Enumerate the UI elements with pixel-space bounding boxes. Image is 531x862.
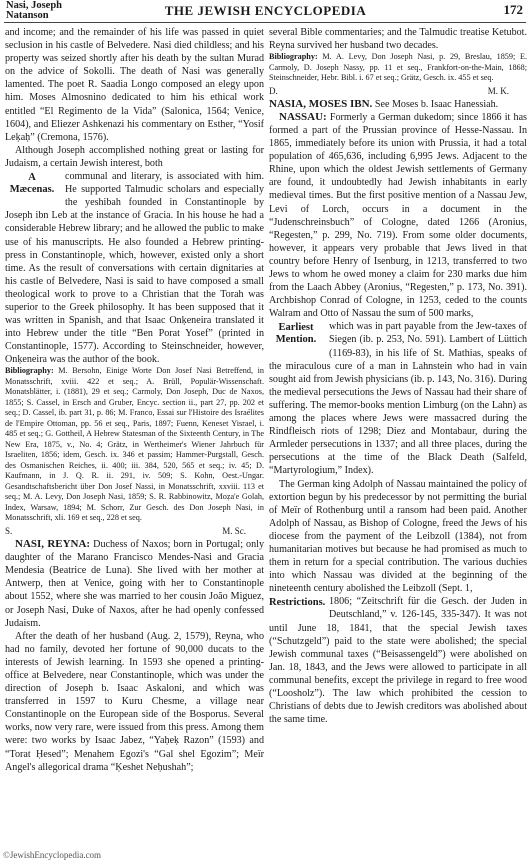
entry-nasi-reyna (5, 538, 264, 630)
signature-left: D. (269, 85, 278, 96)
signature-right: M. Sc. (222, 525, 246, 536)
entry-text-nasia: See Moses b. Isaac Hanessiah. (374, 98, 499, 110)
signature-left: S. (5, 525, 13, 536)
page-number: 172 (503, 2, 523, 17)
running-head-line-2: Natanson (6, 10, 49, 21)
entry-nasia-moses (269, 98, 527, 111)
paragraph-accomplishment-rest: communal and literary, is associated with him. He supported Talmudic scholars and especially the yeshibah founded in Constantinople by Joseph ibn Leb at the instance of Gracia. In his house he had a considerable Hebrew library; and he allowed the public to make use of his manuscripts. He also founded a Hebrew printing-press in Constantinople, which, however, existed only a short time. As the result of conversations with certain dignitaries at his castle of Belvedere, Nasi is said to have composed a small theological work to prove to a Christian that the Torah was superior to the Greek philosophy. It has been supposed that it was written in Spanish, and that Isaac Onḳeneira translated it into Hebrew under the title “Ben Porat Yosef” (printed in Constantinople, 1577). According to Steinschneider, however, Onḳeneira was the author of the book. (5, 171, 264, 366)
paragraph-death-of-nasi: and income; and the remainder of his life was passed in quiet seclusion in his castle of Belvedere. Nasi died childless; and his property was seized shortly after his death by the sultan Murad on the advice of Sokolli. The death of Nasi was generally lamented. The poet R. Saadia Longo composed an elegy upon him. Moses Almosnino dedicated to him his ethical work entitled “El Regimento de la Vida” (Salonica, 1564; Venice, 1604), and Eliezer Ashkenazi his commentary on Esther, “Yosif Leḳaḥ” (Cremona, 1576). (5, 27, 264, 143)
side-note-earliest-mention: Earliest Mention. (275, 322, 317, 346)
entry-text-nasi-reyna: Duchess of Naxos; born in Portugal; only daughter of the Marano Francisco Mendes-Nasi and Gracia Mendesia (Beatrice de Luna). She lived with her mother at Antwerp, then at Venice, going with her to Constantinople about 1552, where she was married to her cousin João Miguez, or Joseph Nasi, Duke of Naxos, after he had openly confessed Judaism. (5, 539, 264, 629)
bibliography-text: M. Bersohn, Einige Worte Don Josef Nasi Betreffend, in Monatsschrift, xviii. 422 et seq.; A. Brüll, Populär-Wissenschaft. Monatsblätter, i. (1881), 29 et seq.; Carmoly, Don Joseph, Duc de Naxos, 1855; S. Cassel, in Ersch and Gruber, Encyc. section ii., part 27, pp. 202 et seq.; D. Cassel, ib. part 31, p. 86; M. Franco, Essai sur l'Histoire des Israélites de l'Empire Ottoman, pp. 56 et seq., Paris, 1897; Fuenn, Keneset Yisrael, i. 485 et seq.; G. Gottheil, A Hebrew Statesman of the Sixteenth Century, in The New Era, 1875, v., No. 4; Grätz, in Wertheimer's Wiener Jahrbuch für Israeliten, 1856; idem, Gesch. ix. 346 et passim; Hammer-Purgstall, Gesch. des Osmanischen Reiches, ii. 400; iii. 384, 520, 565 et seq.; iv. 45; D. Kaufmann, in J. Q. R. ii. 291, iv. 509; S. Kohn, Oest.-Ungar. Gesandtschaftsbericht über Don Josef Nassi, in Monatsschrift, xxviii. 113 et seq.; M. A. Levy, Don Joseph Nasi, 1859; S. R. Rabbinowitz, Moẓa'e Golah, Index, Warsaw, 1894; M. Schorr, Zur Gesch. des Don Joseph Nasi, in Monatsschrift, xli. 169 et seq., 228 et seq. (5, 366, 264, 523)
bibliography-text: M. A. Levy, Don Joseph Nasi, p. 29, Breslau, 1859; E. Carmoly, D. Joseph Nassy, pp. 11 et seq., Frankfort-on-the-Main, 1868; Steinschneider, Hebr. Bibl. i. 67 et seq.; Grätz, Gesch. ix. 455 et seq. (269, 52, 527, 83)
bibliography-joseph-nasi (5, 366, 264, 524)
paragraph-reyna-end: several Bible commentaries; and the Talmudic treatise Ketubot. Reyna survived her husband two decades. (269, 27, 527, 52)
header-rule (4, 22, 526, 23)
paragraph-nassau-medieval: which was in part payable from the Jew-taxes of Siegen (ib. p. 253, No. 591). Lambert of Lüttich (1169-83), in his life of St. Mathias, speaks of the miraculous cure of a man in Lahnstein who had in vain sought aid from Jewish physicians (ib. p. 143, No. 316). During the medieval persecutions the Jews of Nassau had their share of suffering. The memor-books mention Limburg (on the Lahn) as among the places where Jews were massacred during the Rindfleisch riots of 1298; Diez and Montabaur, during the Armleder persecutions in 1337; and all three places, during the persecutions at the time of the Black Death (Salfeld, “Martyrologium,” Index). (269, 321, 527, 477)
journal-title: THE JEWISH ENCYCLOPEDIA (164, 3, 367, 18)
paragraph-nassau-restrictions: 1806; “Zeitschrift für die Gesch. der Juden in Deutschland,” v. 126-145, 335-347). It was not until June 18, 1841, that the special Jewish taxes (“Schutzgeld”) paid to the state were abolished; the special Jewish communal taxes (“Beisassengeld”) were abolished on Jan. 18, 1843, and the Jews were allowed to participate in all communal benefits, except the privilege in regard to free wood (“Loosholz”). The law which prohibited the cession to Christians of debts due to Jewish creditors was abolished about the same time. (269, 596, 527, 726)
right-column (269, 26, 527, 726)
copyright-footer: ©JewishEncyclopedia.com (3, 850, 102, 860)
signature-line (5, 525, 264, 538)
left-column (5, 26, 264, 774)
entry-nassau (269, 111, 527, 321)
paragraph-nassau-adolph: The German king Adolph of Nassau maintained the policy of extortion begun by his predecessor by not permitting the burial of Meïr of Rothenburg until a ransom had been paid. Another Adolph of Nassau, as Bishop of Cologne, freed the Jews of his diocese from the payment of the Leibzoll (1384), not from humanitarian motives but because he had promised as much to them in return for a special contribution. The various duchies into which Nassau was divided at the beginning of the nineteenth century abolished the Leibzoll (Sept. 1, (269, 478, 527, 595)
running-head-line-1: Nasi, Joseph (6, 0, 63, 11)
side-note-maecenas: A Mæcenas. (9, 172, 55, 196)
entry-text-nassau: Formerly a German dukedom; since 1866 it has formed a part of the Prussian province of Hesse-Nassau. In 1865, immediately before its union with Prussia, it had a total population of 465,636, including 6,995 Jews. Adjacent to the Rhine, upon which the oldest Jewish settlements of Germany are found, it undoubtedly had Jewish inhabitants in early medieval times. But the first positive mention of a Nassau Jew, Levi of Lorch, occurs in a document in the “Judenschreinsbuch” of Cologne, dated 1266 (Aronius, “Regesten,” p. 299, No. 719). From some older documents, however, it appears very probable that Jews lived in that country before Henry of Isenburg, in 1213, transferred to two Jews to whom he owed money a claim for 230 marks due him from the Laach Abbey (Aronius, “Regesten,” p. 173, No. 391). Archbishop Conrad of Cologne, in 1253, ceded to the counts Walram and Otto of Nassau the sum of 500 marks, (269, 111, 527, 320)
entry-title-nassau: NASSAU: (279, 110, 327, 123)
bibliography-reyna (269, 52, 527, 84)
page-header (0, 0, 531, 22)
signature-line (269, 85, 527, 98)
side-note-restrictions: Restrictions. (269, 597, 326, 609)
signature-right: M. K. (487, 85, 509, 96)
bibliography-label: Bibliography: (5, 366, 54, 376)
bibliography-label: Bibliography: (269, 52, 318, 62)
paragraph-accomplishment-start: Although Joseph accomplished nothing great or lasting for Judaism, a certain Jewish interest, both (5, 144, 264, 169)
entry-title-nasi-reyna: NASI, REYNA: (15, 538, 91, 551)
paragraph-reyna-printing: After the death of her husband (Aug. 2, 1579), Reyna, who had no family, devoted her fortune of 90,000 ducats to the interests of Jewish learning. In 1593 she opened a printing-office at Belvedere, near Constantinople, which was under the direction of Joseph b. Isaac Askaloni, and which was transferred in 1597 to Kuru Chesme, a village near Constantinople on the European side of the Bosporus. Several works, now very rare, were issued from this press. Among them were: two works by Isaac Jabez, “Yaḥeḳ Razon” (1593) and “Torat Ḥesed”; Menahem Egozi's “Gal shel Egozim”; Meïr Angel's allegorical drama “Ḳeshet Neḥushah”; (5, 630, 264, 773)
entry-title-nasia: NASIA, MOSES IBN. (269, 97, 373, 110)
